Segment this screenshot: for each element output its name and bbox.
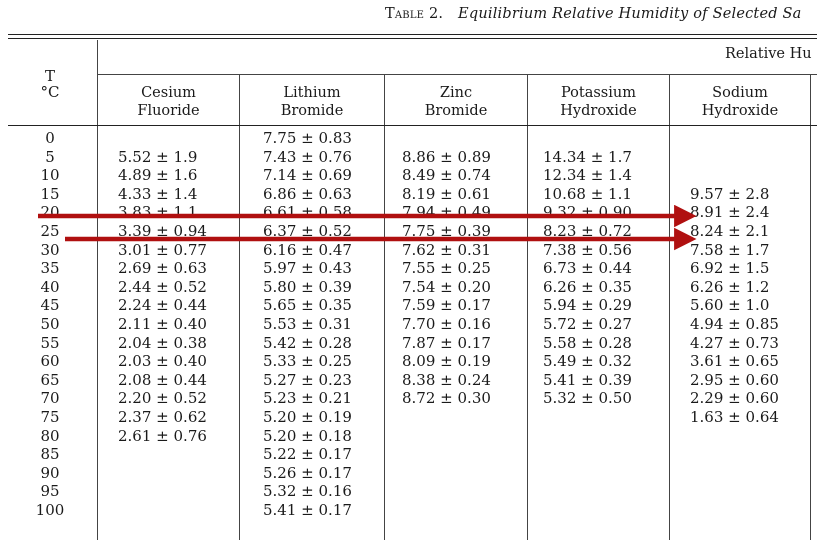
value-cell: 10.68 ± 1.1 xyxy=(543,184,632,203)
temperature-cell: 15 xyxy=(40,184,60,203)
value-cell: 3.01 ± 0.77 xyxy=(118,240,207,259)
value-cell: 7.62 ± 0.31 xyxy=(402,240,491,259)
value-cell: 7.94 ± 0.49 xyxy=(402,203,491,222)
value-cell xyxy=(690,482,779,501)
temperature-cell: 10 xyxy=(40,166,60,185)
value-cell: 5.20 ± 0.18 xyxy=(263,426,352,445)
column-header-line: Bromide xyxy=(280,103,344,119)
value-cell xyxy=(690,148,779,167)
value-cell xyxy=(543,408,632,427)
top-double-rule-2 xyxy=(8,38,817,39)
value-cell: 2.20 ± 0.52 xyxy=(118,389,207,408)
value-cell: 4.27 ± 0.73 xyxy=(690,333,779,352)
value-cell xyxy=(402,427,491,446)
value-cell xyxy=(543,501,632,520)
temperature-cell: 70 xyxy=(40,389,60,408)
column-separator xyxy=(239,75,240,540)
value-cell: 9.32 ± 0.90 xyxy=(543,203,632,222)
value-cell: 5.27 ± 0.23 xyxy=(263,370,352,389)
table-caption xyxy=(385,6,802,22)
value-cell: 9.57 ± 2.8 xyxy=(690,184,770,203)
value-cell: 8.49 ± 0.74 xyxy=(402,166,491,185)
value-cell: 7.58 ± 1.7 xyxy=(690,240,770,259)
column-header-line: Potassium xyxy=(561,85,636,101)
value-cell: 2.37 ± 0.62 xyxy=(118,407,207,426)
value-cell: 2.03 ± 0.40 xyxy=(118,352,207,371)
value-cell xyxy=(118,501,207,520)
value-cell: 2.29 ± 0.60 xyxy=(690,389,779,408)
temperature-cell: 35 xyxy=(40,259,60,278)
column-header-line: Cesium xyxy=(141,85,196,101)
column-header-line: Lithium xyxy=(283,85,341,101)
value-cell: 2.44 ± 0.52 xyxy=(118,277,207,296)
temperature-header-unit: °C xyxy=(40,83,60,101)
value-cell: 6.73 ± 0.44 xyxy=(543,259,632,278)
column-separator xyxy=(527,75,528,540)
value-cell: 7.87 ± 0.17 xyxy=(402,333,491,352)
value-cell: 3.39 ± 0.94 xyxy=(118,221,207,240)
column-header-line: Hydroxide xyxy=(560,103,637,119)
value-cell: 5.26 ± 0.17 xyxy=(263,463,352,482)
column-separator xyxy=(669,75,670,540)
column-header-potassium-hydroxide xyxy=(528,84,669,120)
value-cell: 5.94 ± 0.29 xyxy=(543,296,632,315)
value-cell: 5.72 ± 0.27 xyxy=(543,314,632,333)
value-cell: 4.94 ± 0.85 xyxy=(690,314,779,333)
temperature-header xyxy=(20,68,80,100)
temperature-cell: 50 xyxy=(40,314,60,333)
value-cell: 1.63 ± 0.64 xyxy=(690,407,779,426)
column-header-lithium-bromide xyxy=(240,84,384,120)
value-cell: 5.53 ± 0.31 xyxy=(263,314,352,333)
value-cell: 4.89 ± 1.6 xyxy=(118,166,198,185)
table-title: Equilibrium Relative Humidity of Selected Sa xyxy=(458,6,802,22)
temperature-cell: 65 xyxy=(40,370,60,389)
value-cell: 5.49 ± 0.32 xyxy=(543,352,632,371)
value-cell: 7.38 ± 0.56 xyxy=(543,240,632,259)
group-header-underline xyxy=(97,74,817,75)
value-cell: 5.41 ± 0.17 xyxy=(263,500,352,519)
value-cell: 2.24 ± 0.44 xyxy=(118,296,207,315)
value-cell: 5.80 ± 0.39 xyxy=(263,277,352,296)
value-cell: 5.33 ± 0.25 xyxy=(263,352,352,371)
value-cell: 6.61 ± 0.58 xyxy=(263,203,352,222)
temperature-cell: 55 xyxy=(40,333,60,352)
value-cell xyxy=(543,445,632,464)
value-cell xyxy=(118,445,207,464)
value-cell xyxy=(402,445,491,464)
value-cell xyxy=(690,166,779,185)
value-cell: 5.60 ± 1.0 xyxy=(690,296,770,315)
value-cell: 2.95 ± 0.60 xyxy=(690,370,779,389)
column-header-cesium-fluoride xyxy=(98,84,239,120)
temperature-cell: 30 xyxy=(40,240,60,259)
column-header-line: Fluoride xyxy=(137,103,200,119)
column-header-sodium-hydroxide xyxy=(670,84,810,120)
value-cell xyxy=(118,129,207,148)
value-cell: 2.61 ± 0.76 xyxy=(118,426,207,445)
sodium-hydroxide-column xyxy=(690,129,779,519)
temperature-cell: 45 xyxy=(40,296,60,315)
value-cell: 3.83 ± 1.1 xyxy=(118,203,198,222)
value-cell xyxy=(118,482,207,501)
value-cell: 6.16 ± 0.47 xyxy=(263,240,352,259)
value-cell: 6.26 ± 1.2 xyxy=(690,277,770,296)
value-cell: 8.09 ± 0.19 xyxy=(402,352,491,371)
table-label: Table 2. xyxy=(385,6,444,22)
value-cell xyxy=(402,464,491,483)
value-cell: 7.14 ± 0.69 xyxy=(263,166,352,185)
value-cell: 2.11 ± 0.40 xyxy=(118,314,207,333)
value-cell: 5.58 ± 0.28 xyxy=(543,333,632,352)
value-cell xyxy=(690,501,779,520)
temperature-cell: 100 xyxy=(35,500,65,519)
value-cell: 8.91 ± 2.4 xyxy=(690,203,770,222)
value-cell: 12.34 ± 1.4 xyxy=(543,166,632,185)
zinc-bromide-column xyxy=(402,129,491,519)
temperature-cell: 60 xyxy=(40,352,60,371)
value-cell: 2.69 ± 0.63 xyxy=(118,259,207,278)
value-cell: 3.61 ± 0.65 xyxy=(690,352,779,371)
value-cell: 5.41 ± 0.39 xyxy=(543,370,632,389)
value-cell: 7.43 ± 0.76 xyxy=(263,147,352,166)
value-cell: 5.97 ± 0.43 xyxy=(263,259,352,278)
temperature-cell: 90 xyxy=(40,463,60,482)
column-separator xyxy=(810,75,811,540)
lithium-bromide-column xyxy=(263,129,352,519)
temperature-header-symbol: T xyxy=(44,67,55,85)
temperature-cell: 75 xyxy=(40,407,60,426)
column-header-line: Zinc xyxy=(439,85,473,101)
value-cell: 7.55 ± 0.25 xyxy=(402,259,491,278)
value-cell: 7.75 ± 0.83 xyxy=(263,129,352,147)
value-cell: 7.70 ± 0.16 xyxy=(402,314,491,333)
value-cell: 6.26 ± 0.35 xyxy=(543,277,632,296)
header-bottom-rule xyxy=(8,125,817,126)
value-cell xyxy=(543,482,632,501)
temperature-cell: 5 xyxy=(45,147,55,166)
temperature-cell: 25 xyxy=(40,221,60,240)
temperature-cell: 20 xyxy=(40,203,60,222)
value-cell xyxy=(402,408,491,427)
value-cell: 2.04 ± 0.38 xyxy=(118,333,207,352)
value-cell: 8.24 ± 2.1 xyxy=(690,221,770,240)
column-header-line: Sodium xyxy=(712,85,768,101)
value-cell xyxy=(402,129,491,148)
value-cell: 6.86 ± 0.63 xyxy=(263,184,352,203)
value-cell: 8.38 ± 0.24 xyxy=(402,370,491,389)
temperature-cell: 95 xyxy=(40,482,60,501)
value-cell: 8.86 ± 0.89 xyxy=(402,147,491,166)
value-cell: 14.34 ± 1.7 xyxy=(543,147,632,166)
value-cell: 8.72 ± 0.30 xyxy=(402,389,491,408)
value-cell xyxy=(402,482,491,501)
column-header-line: Bromide xyxy=(424,103,488,119)
value-cell: 5.52 ± 1.9 xyxy=(118,147,198,166)
value-cell: 5.23 ± 0.21 xyxy=(263,389,352,408)
value-cell: 5.22 ± 0.17 xyxy=(263,445,352,464)
value-cell: 5.42 ± 0.28 xyxy=(263,333,352,352)
temperature-column xyxy=(20,129,80,519)
column-header-zinc-bromide xyxy=(385,84,527,120)
value-cell: 5.32 ± 0.50 xyxy=(543,389,632,408)
temperature-cell: 80 xyxy=(40,426,60,445)
value-cell xyxy=(690,427,779,446)
value-cell: 7.54 ± 0.20 xyxy=(402,277,491,296)
value-cell: 8.19 ± 0.61 xyxy=(402,184,491,203)
value-cell xyxy=(402,501,491,520)
potassium-hydroxide-column xyxy=(543,129,632,519)
value-cell: 8.23 ± 0.72 xyxy=(543,221,632,240)
value-cell: 6.92 ± 1.5 xyxy=(690,259,770,278)
value-cell: 5.32 ± 0.16 xyxy=(263,482,352,501)
value-cell xyxy=(690,129,779,148)
relative-humidity-group-header: Relative Hu xyxy=(725,46,812,62)
value-cell xyxy=(543,129,632,148)
column-header-line: Hydroxide xyxy=(701,103,779,119)
value-cell: 5.65 ± 0.35 xyxy=(263,296,352,315)
value-cell: 2.08 ± 0.44 xyxy=(118,370,207,389)
value-cell: 7.75 ± 0.39 xyxy=(402,221,491,240)
value-cell: 5.20 ± 0.19 xyxy=(263,407,352,426)
temperature-cell: 40 xyxy=(40,277,60,296)
temperature-cell: 0 xyxy=(45,129,55,147)
value-cell: 7.59 ± 0.17 xyxy=(402,296,491,315)
value-cell: 4.33 ± 1.4 xyxy=(118,184,198,203)
column-separator xyxy=(384,75,385,540)
cesium-fluoride-column xyxy=(118,129,207,519)
top-double-rule-1 xyxy=(8,34,817,35)
temperature-cell: 85 xyxy=(40,445,60,464)
value-cell: 6.37 ± 0.52 xyxy=(263,221,352,240)
value-cell xyxy=(118,464,207,483)
value-cell xyxy=(543,427,632,446)
value-cell xyxy=(690,464,779,483)
value-cell xyxy=(690,445,779,464)
value-cell xyxy=(543,464,632,483)
